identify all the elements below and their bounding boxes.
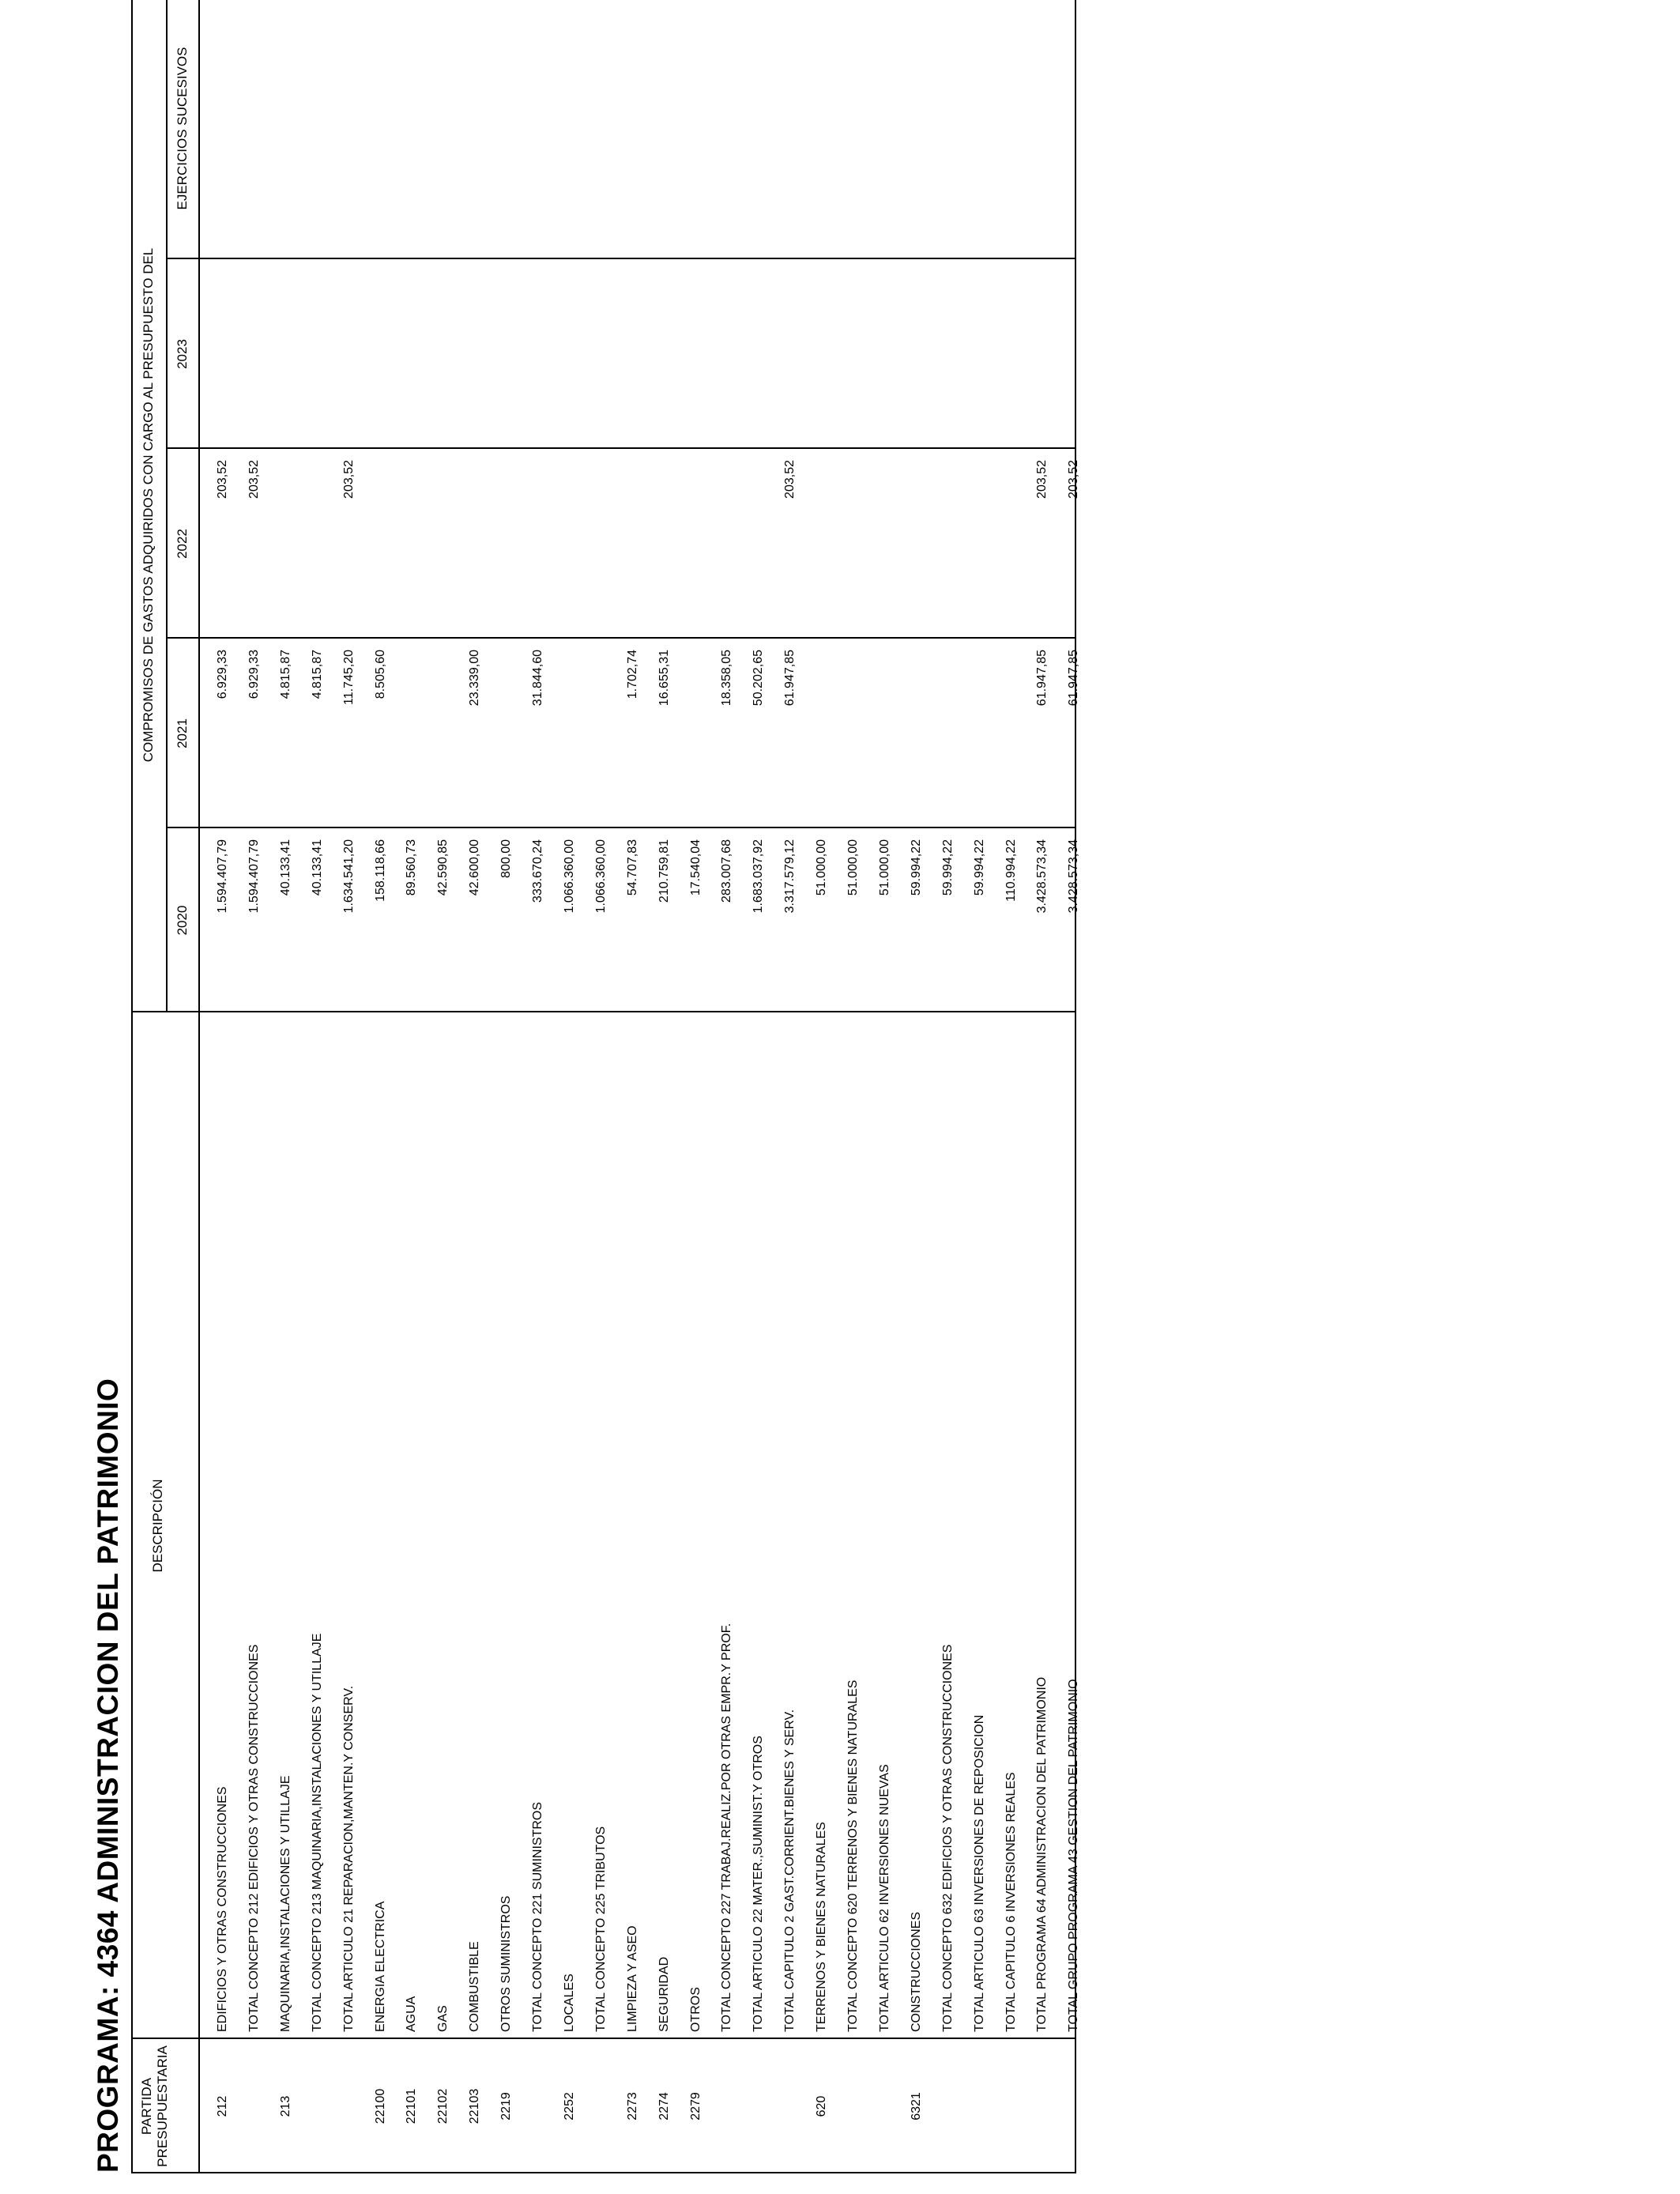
header-divider — [198, 0, 200, 2173]
page-title: PROGRAMA: 4364 ADMINISTRACION DEL PATRIMONIO — [92, 1378, 124, 2173]
amount-2020-cell: 283.007,68 — [720, 839, 734, 903]
descripcion-cell: TOTAL ARTICULO 63 INVERSIONES DE REPOSICION — [972, 1714, 986, 2032]
amount-sucesivos-cell — [554, 0, 586, 259]
amount-2022-cell — [964, 449, 996, 639]
amount-sucesivos-cell — [743, 0, 774, 259]
amount-sucesivos-cell — [680, 0, 712, 259]
amount-2020-cell: 51.000,00 — [815, 839, 829, 896]
amount-2021-cell: 8.505,60 — [373, 650, 387, 699]
amount-2021-cell: 61.947,85 — [1067, 650, 1081, 707]
table-row — [649, 0, 680, 2194]
amount-sucesivos-cell — [901, 0, 932, 259]
header-partida-line1: PARTIDA — [139, 2077, 154, 2136]
partida-cell — [239, 2039, 270, 2173]
descripcion-cell: CONSTRUCCIONES — [909, 1911, 923, 2032]
descripcion-cell: TOTAL CAPITULO 6 INVERSIONES REALES — [1004, 1772, 1018, 2032]
amount-2020-cell: 1.634.541,20 — [341, 839, 356, 914]
amount-2020-cell: 158.118,66 — [373, 839, 387, 902]
header-divider — [166, 0, 168, 1012]
table-row — [617, 0, 649, 2194]
table-row — [869, 0, 901, 2194]
amount-2023-cell — [1026, 259, 1058, 449]
amount-2023-cell — [838, 259, 869, 449]
partida-cell: 2273 — [625, 2092, 639, 2120]
amount-2023-cell — [428, 259, 459, 449]
amount-2022-cell — [522, 449, 554, 639]
amount-2023-cell — [869, 259, 901, 449]
amount-2023-cell — [617, 259, 649, 449]
amount-2021-cell: 4.815,87 — [310, 650, 324, 699]
amount-sucesivos-cell — [806, 0, 838, 259]
amount-2020-cell: 1.683.037,92 — [751, 839, 766, 914]
amount-2020-cell: 59.994,22 — [972, 839, 986, 896]
amount-2021-cell — [869, 639, 901, 828]
partida-cell: 22100 — [373, 2088, 387, 2124]
amount-sucesivos-cell — [491, 0, 522, 259]
descripcion-cell: OTROS — [688, 1987, 703, 2032]
partida-cell — [302, 2039, 333, 2173]
amount-2021-cell: 6.929,33 — [216, 650, 229, 699]
descripcion-cell: TOTAL CONCEPTO 227 TRABAJ.REALIZ.POR OTRAS EMPR.Y PROF. — [720, 1623, 734, 2032]
descripcion-cell: EDIFICIOS Y OTRAS CONSTRUCCIONES — [216, 1786, 229, 2032]
amount-2021-cell — [996, 639, 1027, 828]
amount-2023-cell — [711, 259, 743, 449]
amount-2020-cell: 1.066.360,00 — [562, 839, 576, 914]
amount-2022-cell: 203,52 — [783, 460, 797, 499]
partida-cell — [932, 2039, 964, 2173]
amount-2022-cell — [586, 449, 617, 639]
partida-cell: 2252 — [562, 2092, 576, 2120]
partida-cell: 2219 — [499, 2092, 514, 2120]
amount-2023-cell — [239, 259, 270, 449]
table-row — [996, 0, 1027, 2194]
amount-sucesivos-cell — [396, 0, 428, 259]
descripcion-cell: TOTAL CONCEPTO 212 EDIFICIOS Y OTRAS CONSTRUCCIONES — [247, 1644, 261, 2032]
table-row — [964, 0, 996, 2194]
amount-2023-cell — [680, 259, 712, 449]
amount-2023-cell — [774, 259, 806, 449]
amount-2023-cell — [901, 259, 932, 449]
amount-2020-cell: 333.670,24 — [531, 839, 544, 903]
amount-2023-cell — [964, 259, 996, 449]
descripcion-cell: TOTAL ARTICULO 62 INVERSIONES NUEVAS — [877, 1764, 891, 2032]
table-row — [838, 0, 869, 2194]
amount-2021-cell: 31.844,60 — [531, 650, 544, 707]
amount-2023-cell — [365, 259, 397, 449]
amount-2021-cell: 23.339,00 — [468, 650, 482, 707]
partida-cell — [838, 2039, 869, 2173]
amount-sucesivos-cell — [964, 0, 996, 259]
header-year-2021: 2021 — [175, 718, 190, 748]
amount-2020-cell: 800,00 — [499, 839, 514, 878]
table-row — [680, 0, 712, 2194]
amount-2022-cell — [932, 449, 964, 639]
amount-2021-cell — [586, 639, 617, 828]
amount-2020-cell: 59.994,22 — [940, 839, 955, 896]
descripcion-cell: OTROS SUMINISTROS — [499, 1895, 514, 2032]
amount-2022-cell — [869, 449, 901, 639]
partida-cell — [333, 2039, 365, 2173]
amount-sucesivos-cell — [1026, 0, 1058, 259]
amount-sucesivos-cell — [302, 0, 333, 259]
amount-2022-cell — [302, 449, 333, 639]
descripcion-cell: TOTAL ARTICULO 21 REPARACION,MANTEN.Y CONSERV. — [341, 1685, 356, 2032]
partida-cell — [711, 2039, 743, 2173]
table-row — [428, 0, 459, 2194]
amount-2022-cell — [617, 449, 649, 639]
partida-cell: 212 — [216, 2095, 229, 2117]
amount-sucesivos-cell — [586, 0, 617, 259]
descripcion-cell: LIMPIEZA Y ASEO — [625, 1925, 639, 2032]
partida-cell: 2279 — [688, 2092, 703, 2120]
amount-2020-cell: 89.560,73 — [405, 839, 419, 896]
descripcion-cell: TOTAL CAPITULO 2 GAST.CORRIENT.BIENES Y SERV. — [783, 1709, 797, 2032]
amount-2020-cell: 1.594.407,79 — [216, 839, 229, 914]
amount-2022-cell: 203,52 — [1035, 460, 1049, 499]
amount-2021-cell: 1.702,74 — [625, 650, 639, 699]
amount-2022-cell — [396, 449, 428, 639]
header-year-2020: 2020 — [175, 905, 190, 936]
amount-2020-cell: 42.590,85 — [436, 839, 450, 896]
amount-2021-cell: 6.929,33 — [247, 650, 261, 699]
table-row — [743, 0, 774, 2194]
table-row — [774, 0, 806, 2194]
amount-sucesivos-cell — [207, 0, 239, 259]
partida-cell — [996, 2039, 1027, 2173]
amount-2021-cell — [491, 639, 522, 828]
amount-2021-cell — [932, 639, 964, 828]
amount-2020-cell: 51.000,00 — [877, 839, 891, 896]
amount-2023-cell — [554, 259, 586, 449]
amount-2021-cell: 16.655,31 — [657, 650, 671, 707]
header-descripcion: DESCRIPCIÓN — [150, 1479, 165, 1573]
partida-cell — [586, 2039, 617, 2173]
table-row — [302, 0, 333, 2194]
descripcion-cell: LOCALES — [562, 1973, 576, 2032]
amount-2023-cell — [207, 259, 239, 449]
header-year-2022: 2022 — [175, 529, 190, 559]
table-row — [333, 0, 365, 2194]
descripcion-cell: MAQUINARIA,INSTALACIONES Y UTILLAJE — [278, 1775, 292, 2032]
partida-cell — [774, 2039, 806, 2173]
amount-2022-cell — [711, 449, 743, 639]
amount-sucesivos-cell — [459, 0, 491, 259]
partida-cell: 6321 — [909, 2092, 923, 2120]
amount-2022-cell — [680, 449, 712, 639]
amount-2022-cell — [365, 449, 397, 639]
descripcion-cell: AGUA — [405, 1996, 419, 2032]
amount-2022-cell: 203,52 — [247, 460, 261, 499]
amount-sucesivos-cell — [996, 0, 1027, 259]
descripcion-cell: TOTAL CONCEPTO 620 TERRENOS Y BIENES NATURALES — [846, 1679, 860, 2032]
header-ejercicios-sucesivos: EJERCICIOS SUCESIVOS — [175, 47, 190, 210]
descripcion-cell: GAS — [436, 2005, 450, 2032]
amount-sucesivos-cell — [617, 0, 649, 259]
table-row — [491, 0, 522, 2194]
amount-sucesivos-cell — [838, 0, 869, 259]
amount-2022-cell: 203,52 — [341, 460, 356, 499]
amount-2021-cell — [680, 639, 712, 828]
amount-2020-cell: 1.594.407,79 — [247, 839, 261, 914]
amount-2022-cell — [270, 449, 302, 639]
amount-2023-cell — [586, 259, 617, 449]
amount-sucesivos-cell — [522, 0, 554, 259]
amount-sucesivos-cell — [1058, 0, 1090, 259]
partida-cell — [869, 2039, 901, 2173]
table-row — [522, 0, 554, 2194]
header-compromisos: COMPROMISOS DE GASTOS ADQUIRIDOS CON CARGO AL PRESUPUESTO DEL — [141, 247, 156, 763]
descripcion-cell: ENERGIA ELECTRICA — [373, 1901, 387, 2032]
partida-cell: 22103 — [468, 2088, 482, 2124]
amount-2021-cell — [838, 639, 869, 828]
amount-sucesivos-cell — [774, 0, 806, 259]
amount-sucesivos-cell — [932, 0, 964, 259]
partida-cell: 22102 — [436, 2088, 450, 2124]
partida-cell — [743, 2039, 774, 2173]
amount-2022-cell — [838, 449, 869, 639]
amount-2020-cell: 210.759,81 — [657, 839, 671, 903]
amount-2022-cell — [428, 449, 459, 639]
amount-2020-cell: 54.707,83 — [625, 839, 639, 896]
table-row — [806, 0, 838, 2194]
amount-2023-cell — [932, 259, 964, 449]
amount-2021-cell — [806, 639, 838, 828]
amount-2021-cell — [901, 639, 932, 828]
table-row — [365, 0, 397, 2194]
amount-2021-cell: 61.947,85 — [783, 650, 797, 707]
table-row — [270, 0, 302, 2194]
descripcion-cell: TOTAL CONCEPTO 632 EDIFICIOS Y OTRAS CONSTRUCCIONES — [940, 1644, 955, 2032]
amount-sucesivos-cell — [649, 0, 680, 259]
descripcion-cell: TOTAL PROGRAMA 64 ADMINISTRACION DEL PATRIMONIO — [1035, 1676, 1049, 2032]
partida-cell — [1058, 2039, 1090, 2173]
amount-2023-cell — [743, 259, 774, 449]
amount-2022-cell — [554, 449, 586, 639]
amount-2021-cell: 61.947,85 — [1035, 650, 1049, 707]
amount-2020-cell: 17.540,04 — [688, 839, 703, 896]
amount-2023-cell — [1058, 259, 1090, 449]
amount-sucesivos-cell — [869, 0, 901, 259]
descripcion-cell: SEGURIDAD — [657, 1956, 671, 2032]
amount-2023-cell — [396, 259, 428, 449]
amount-2021-cell — [964, 639, 996, 828]
amount-2020-cell: 40.133,41 — [310, 839, 324, 896]
partida-cell: 22101 — [405, 2088, 419, 2124]
amount-2021-cell — [428, 639, 459, 828]
table-row — [1026, 0, 1058, 2194]
table-row — [207, 0, 239, 2194]
table-row — [396, 0, 428, 2194]
table-row — [1058, 0, 1090, 2194]
amount-2021-cell: 11.745,20 — [341, 650, 356, 705]
header-year-2023: 2023 — [175, 339, 190, 369]
descripcion-cell: TOTAL GRUPO PROGRAMA 43 GESTION DEL PATRIMONIO — [1067, 1679, 1081, 2032]
amount-2021-cell — [554, 639, 586, 828]
amount-2020-cell: 3.317.579,12 — [783, 839, 797, 914]
amount-2021-cell: 4.815,87 — [278, 650, 292, 699]
amount-2020-cell: 1.066.360,00 — [593, 839, 608, 914]
amount-2022-cell — [806, 449, 838, 639]
amount-2022-cell — [459, 449, 491, 639]
partida-cell: 2274 — [657, 2092, 671, 2120]
header-partida — [139, 2039, 171, 2173]
table-row — [459, 0, 491, 2194]
partida-cell — [522, 2039, 554, 2173]
partida-cell — [964, 2039, 996, 2173]
amount-2022-cell: 203,52 — [1067, 460, 1081, 499]
amount-2021-cell: 50.202,65 — [751, 650, 766, 707]
amount-2023-cell — [649, 259, 680, 449]
amount-2022-cell — [743, 449, 774, 639]
amount-2020-cell: 51.000,00 — [846, 839, 860, 896]
amount-2020-cell: 40.133,41 — [278, 839, 292, 896]
amount-2023-cell — [522, 259, 554, 449]
header-partida-line2: PRESUPUESTARIA — [155, 2045, 170, 2167]
amount-2023-cell — [491, 259, 522, 449]
amount-2023-cell — [333, 259, 365, 449]
amount-2022-cell: 203,52 — [216, 460, 229, 499]
amount-2022-cell — [901, 449, 932, 639]
amount-2023-cell — [270, 259, 302, 449]
partida-cell — [1026, 2039, 1058, 2173]
descripcion-cell: TERRENOS Y BIENES NATURALES — [815, 1822, 829, 2032]
table-row — [901, 0, 932, 2194]
amount-2020-cell: 3.428.573,34 — [1067, 839, 1081, 914]
amount-2020-cell: 110.994,22 — [1004, 839, 1018, 902]
amount-2021-cell — [396, 639, 428, 828]
descripcion-cell: TOTAL CONCEPTO 213 MAQUINARIA,INSTALACIONES Y UTILLAJE — [310, 1633, 324, 2032]
table-row — [239, 0, 270, 2194]
amount-2020-cell: 3.428.573,34 — [1035, 839, 1049, 914]
amount-2022-cell — [996, 449, 1027, 639]
descripcion-cell: COMBUSTIBLE — [468, 1941, 482, 2032]
descripcion-cell: TOTAL CONCEPTO 221 SUMINISTROS — [531, 1801, 544, 2032]
amount-2020-cell: 59.994,22 — [909, 839, 923, 896]
amount-sucesivos-cell — [365, 0, 397, 259]
partida-cell: 620 — [815, 2095, 829, 2117]
descripcion-cell: TOTAL CONCEPTO 225 TRIBUTOS — [593, 1826, 608, 2032]
amount-sucesivos-cell — [428, 0, 459, 259]
amount-2022-cell — [649, 449, 680, 639]
amount-2023-cell — [459, 259, 491, 449]
amount-2023-cell — [806, 259, 838, 449]
amount-sucesivos-cell — [333, 0, 365, 259]
table-row — [554, 0, 586, 2194]
amount-2020-cell: 42.600,00 — [468, 839, 482, 896]
amount-sucesivos-cell — [239, 0, 270, 259]
table-row — [711, 0, 743, 2194]
amount-sucesivos-cell — [270, 0, 302, 259]
amount-2023-cell — [302, 259, 333, 449]
table-row — [932, 0, 964, 2194]
table-row — [586, 0, 617, 2194]
amount-sucesivos-cell — [711, 0, 743, 259]
amount-2023-cell — [996, 259, 1027, 449]
partida-cell: 213 — [278, 2095, 292, 2117]
amount-2022-cell — [491, 449, 522, 639]
amount-2021-cell: 18.358,05 — [720, 650, 734, 707]
descripcion-cell: TOTAL ARTICULO 22 MATER.,SUMINIST.Y OTROS — [751, 1736, 766, 2032]
